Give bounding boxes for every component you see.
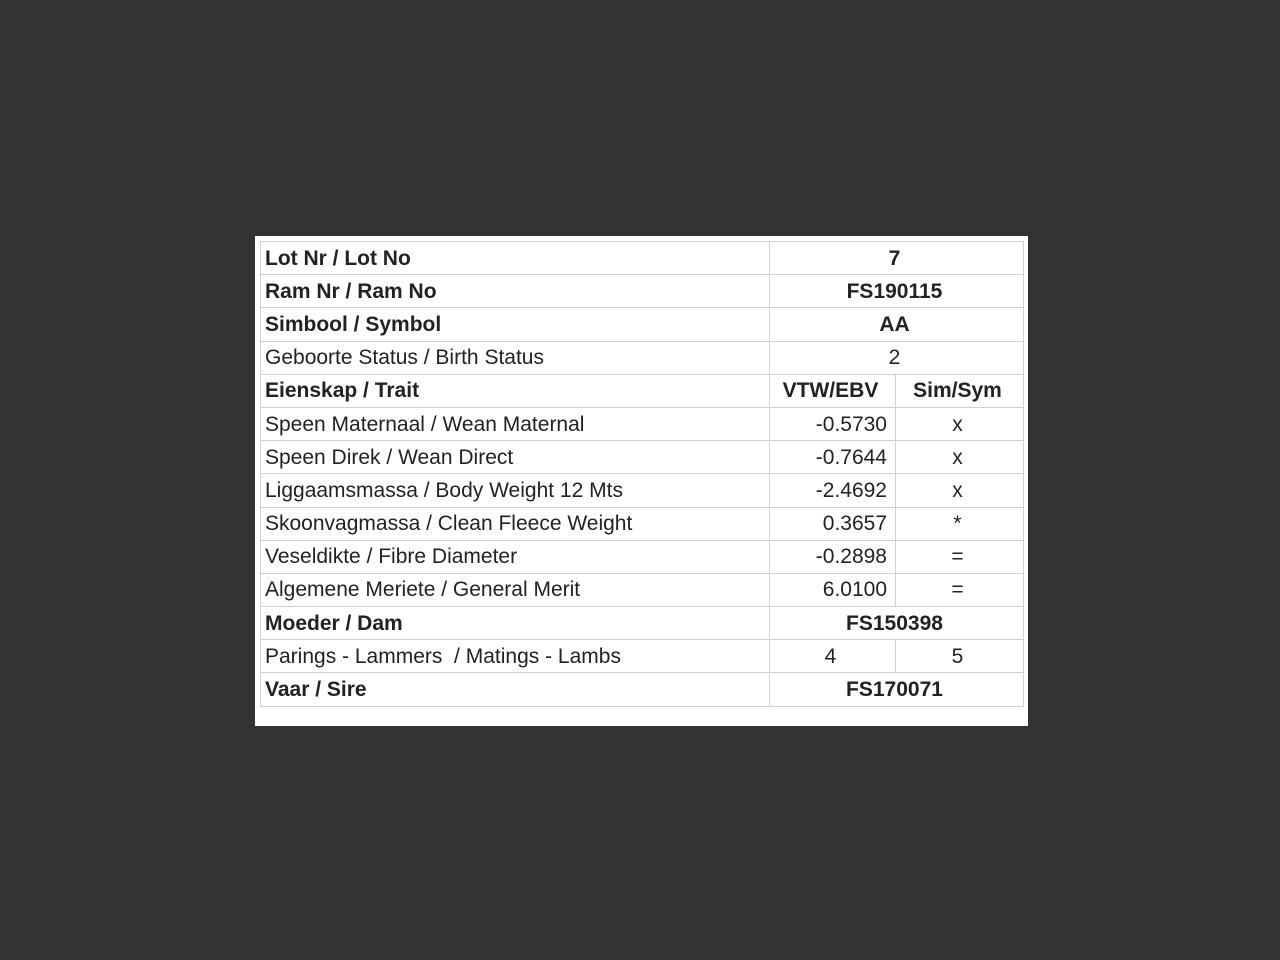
birth-status-value: 2 (770, 341, 1024, 374)
trait-label: Speen Maternaal / Wean Maternal (261, 407, 770, 440)
trait-label: Algemene Meriete / General Merit (261, 573, 770, 606)
trait-ebv: -2.4692 (770, 474, 896, 507)
trait-ebv: -0.5730 (770, 407, 896, 440)
table-row-trait (261, 441, 1024, 474)
table-row-trait (261, 474, 1024, 507)
lot-info-table (260, 241, 1024, 707)
lot-value: 7 (770, 242, 1024, 275)
sym-header: Sim/Sym (896, 374, 1024, 407)
trait-label: Speen Direk / Wean Direct (261, 441, 770, 474)
birth-status-label: Geboorte Status / Birth Status (261, 341, 770, 374)
table-row-trait (261, 507, 1024, 540)
ram-value: FS190115 (770, 275, 1024, 308)
table-row-symbol (261, 308, 1024, 341)
trait-symbol: = (896, 573, 1024, 606)
trait-label: Skoonvagmassa / Clean Fleece Weight (261, 507, 770, 540)
symbol-value: AA (770, 308, 1024, 341)
table-row-trait (261, 573, 1024, 606)
sire-label: Vaar / Sire (261, 673, 770, 706)
trait-ebv: 6.0100 (770, 573, 896, 606)
sire-value: FS170071 (770, 673, 1024, 706)
ebv-header: VTW/EBV (770, 374, 896, 407)
table-row-ram (261, 275, 1024, 308)
table-row-birth-status (261, 341, 1024, 374)
symbol-label: Simbool / Symbol (261, 308, 770, 341)
table-row-dam (261, 607, 1024, 640)
table-row-traits-header (261, 374, 1024, 407)
table-row-matings (261, 640, 1024, 673)
table-row-lot (261, 242, 1024, 275)
lot-label: Lot Nr / Lot No (261, 242, 770, 275)
lot-card (255, 236, 1028, 726)
ram-label: Ram Nr / Ram No (261, 275, 770, 308)
trait-symbol: x (896, 474, 1024, 507)
matings-label: Parings - Lammers / Matings - Lambs (261, 640, 770, 673)
matings-count: 4 (770, 640, 896, 673)
trait-label: Veseldikte / Fibre Diameter (261, 540, 770, 573)
trait-symbol: = (896, 540, 1024, 573)
table-row-trait (261, 540, 1024, 573)
table-row-trait (261, 407, 1024, 440)
dam-value: FS150398 (770, 607, 1024, 640)
trait-ebv: -0.2898 (770, 540, 896, 573)
trait-label: Liggaamsmassa / Body Weight 12 Mts (261, 474, 770, 507)
trait-ebv: -0.7644 (770, 441, 896, 474)
table-row-sire (261, 673, 1024, 706)
trait-symbol: * (896, 507, 1024, 540)
trait-header-label: Eienskap / Trait (261, 374, 770, 407)
trait-symbol: x (896, 407, 1024, 440)
lambs-count: 5 (896, 640, 1024, 673)
dam-label: Moeder / Dam (261, 607, 770, 640)
trait-symbol: x (896, 441, 1024, 474)
trait-ebv: 0.3657 (770, 507, 896, 540)
